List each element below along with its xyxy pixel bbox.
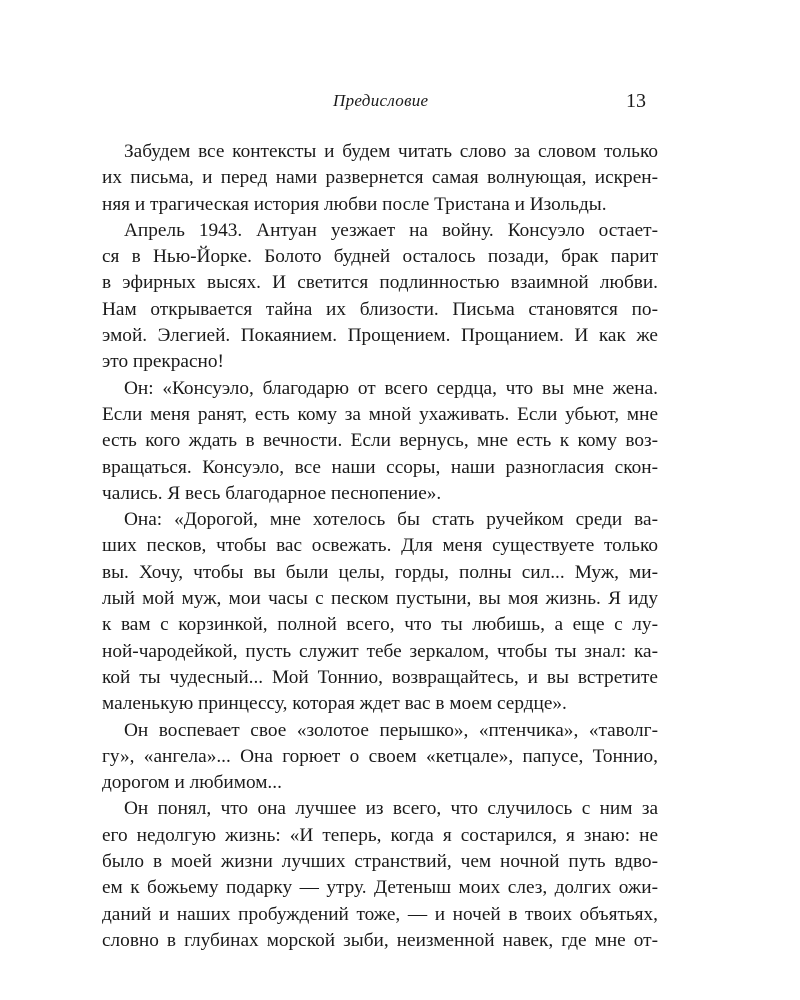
text-line: словно в глубинах морской зыби, неизменной навек, где мне от- [102,929,658,951]
text-line: Нам открывается тайна их близости. Письма становятся по- [102,298,658,320]
text-line: к вам с корзинкой, полной всего, что ты любишь, а еще с лу- [102,614,658,636]
text-line: даний и наших пробуждений тоже, — и ночей в твоих объятьях, [102,903,658,925]
text-line: это прекрасно! [102,351,224,373]
text-line: няя и трагическая история любви после Тристана и Изольды. [102,193,607,215]
text-line: Она: «Дорогой, мне хотелось бы стать ручейком среди ва- [124,509,658,531]
text-line: есть кого ждать в вечности. Если вернусь, мне есть к кому воз- [102,430,658,452]
text-line: ем к божьему подарку — утру. Детеныш моих слез, долгих ожи- [102,877,658,899]
text-line: было в моей жизни лучших странствий, чем ночной путь вдво- [102,851,658,873]
text-line: его недолгую жизнь: «И теперь, когда я состарился, я знаю: не [102,824,658,846]
text-line: Забудем все контексты и будем читать слово за словом только [124,141,658,162]
text-line: ших песков, чтобы вас освежать. Для меня существуете только [102,535,658,557]
text-line: в эфирных высях. И светится подлинностью взаимной любви. [102,272,658,294]
running-head-title: Предисловие [333,91,429,110]
text-line: маленькую принцессу, которая ждет вас в моем сердце». [102,693,567,715]
text-line: дорогом и любимом... [102,772,282,794]
text-line: вы. Хочу, чтобы вы были целы, горды, полны сил... Муж, ми- [102,561,658,583]
text-line: вращаться. Консуэло, все наши ссоры, наши разногласия скон- [102,456,658,478]
text-line: кой ты чудесный... Мой Тоннио, возвращайтесь, и вы встретите [102,666,658,688]
text-line: Он: «Консуэло, благодарю от всего сердца, что вы мне жена. [124,377,658,399]
text-line: их письма, и перед нами развернется самая волнующая, искрен- [102,167,658,189]
text-line: Он понял, что она лучшее из всего, что случилось с ним за [124,798,658,820]
text-line: ся в Нью-Йорке. Болото будней осталось позади, брак парит [102,246,658,268]
text-line: Апрель 1943. Антуан уезжает на войну. Консуэло остает- [124,219,658,241]
text-line: гу», «ангела»... Она горюет о своем «кетцале», папусе, Тоннио, [102,745,658,767]
body-text [102,139,658,954]
text-line: чались. Я весь благодарное песнопение». [102,482,442,504]
page-number: 13 [626,90,646,112]
text-line: лый мой муж, мои часы с песком пустыни, вы моя жизнь. Я иду [102,588,658,610]
text-line: эмой. Элегией. Покаянием. Прощением. Прощанием. И как же [102,325,658,347]
text-line: Если меня ранят, есть кому за мной ухаживать. Если убьют, мне [102,403,658,425]
text-line: Он воспевает свое «золотое перышко», «птенчика», «таволг- [124,719,658,741]
text-line: ной-чародейкой, пусть служит тебе зеркалом, чтобы ты знал: ка- [102,640,658,662]
